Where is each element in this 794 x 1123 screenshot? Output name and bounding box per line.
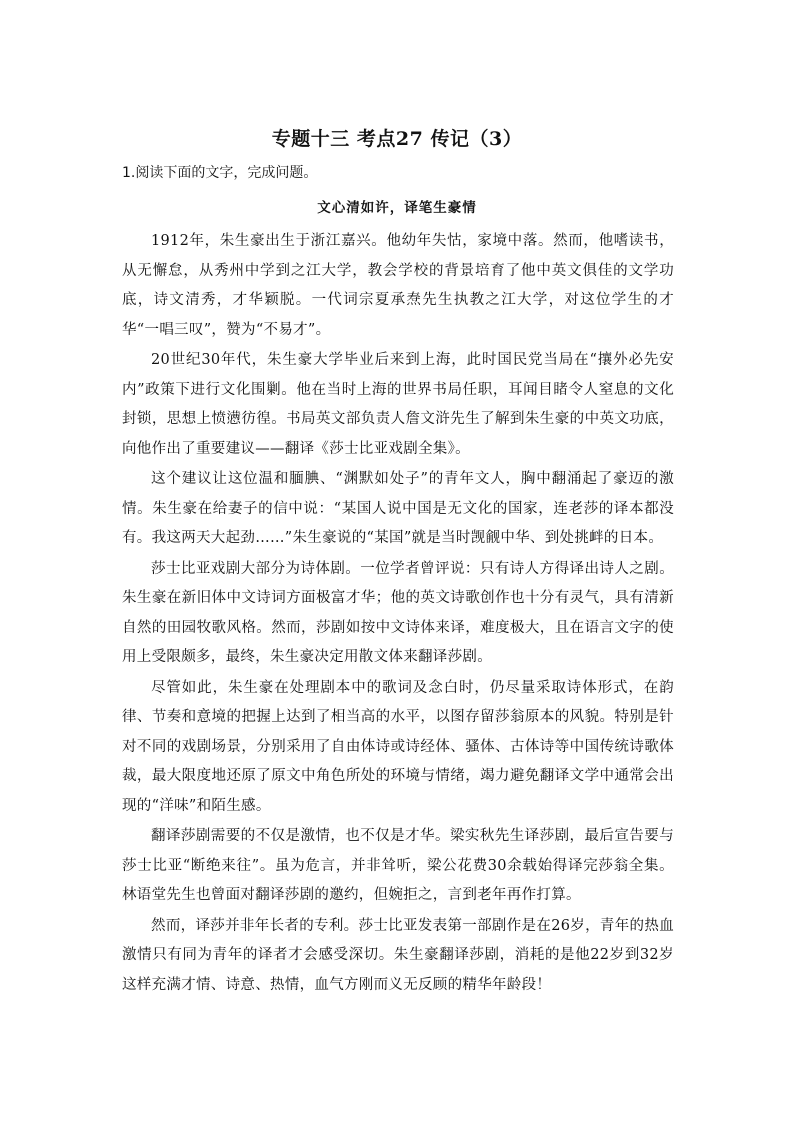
paragraph-5: 尽管如此，朱生豪在处理剧本中的歌词及念白时，仍尽量采取诗体形式，在韵律、节奏和意境的把握上达到了相当高的水平，以图存留莎翁原本的风貌。特别是针对不同的戏剧场景，分别采用了自由体诗或诗经体、骚体、古体诗等中国传统诗歌体裁，最大限度地还原了原文中角色所处的环境与情绪，竭力避免翻译文学中通常会出现的“洋味”和陌生感。 [122, 679, 674, 814]
paragraph-2: 20世纪30年代，朱生豪大学毕业后来到上海，此时国民党当局在“攘外必先安内”政策下进行文化围剿。他在当时上海的世界书局任职，耳闻目睹令人窒息的文化封锁，思想上愤懑彷徨。书局英文部负责人詹文浒先生了解到朱生豪的中英文功底，向他作出了重要建议——翻译《莎士比亚戏剧全集》。 [122, 352, 674, 457]
essay-body [122, 227, 674, 1001]
essay-title: 文心清如许，译笔生豪情 [317, 200, 477, 216]
paragraph-7: 然而，译莎并非年长者的专利。莎士比亚发表第一部剧作是在26岁，青年的热血激情只有同为青年的译者才会感受深切。朱生豪翻译莎剧，消耗的是他22岁到32岁这样充满才情、诗意、热情，血气方刚而义无反顾的精华年龄段！ [122, 917, 674, 993]
page-title: 专题十三 考点27 传记（3） [271, 128, 523, 150]
paragraph-3: 这个建议让这位温和腼腆、“渊默如处子”的青年文人，胸中翻涌起了豪迈的激情。朱生豪在给妻子的信中说：“某国人说中国是无文化的国家，连老莎的译本都没有。我这两天大起劲……”朱生豪说的“某国”就是当时觊觎中华、到处挑衅的日本。 [122, 471, 674, 546]
paragraph-4: 莎士比亚戏剧大部分为诗体剧。一位学者曾评说：只有诗人方得译出诗人之剧。朱生豪在新旧体中文诗词方面极富才华；他的英文诗歌创作也十分有灵气，具有清新自然的田园牧歌风格。然而，莎剧如按中文诗体来译，难度极大，且在语言文字的使用上受限颇多，最终，朱生豪决定用散文体来翻译莎剧。 [122, 560, 674, 665]
question-prompt: 1.阅读下面的文字，完成问题。 [122, 165, 318, 181]
paragraph-1: 1912年，朱生豪出生于浙江嘉兴。他幼年失怙，家境中落。然而，他嗜读书，从无懈怠，从秀州中学到之江大学，教会学校的背景培育了他中英文俱佳的文学功底，诗文清秀，才华颖脱。一代词宗夏承焘先生执教之江大学，对这位学生的才华“一唱三叹”，赞为“不易才”。 [122, 233, 674, 338]
paragraph-6: 翻译莎剧需要的不仅是激情，也不仅是才华。梁实秋先生译莎剧，最后宣告要与莎士比亚“断绝来往”。虽为危言，并非耸听，梁公花费30余载始得译完莎翁全集。林语堂先生也曾面对翻译莎剧的邀约，但婉拒之，言到老年再作打算。 [122, 828, 674, 903]
